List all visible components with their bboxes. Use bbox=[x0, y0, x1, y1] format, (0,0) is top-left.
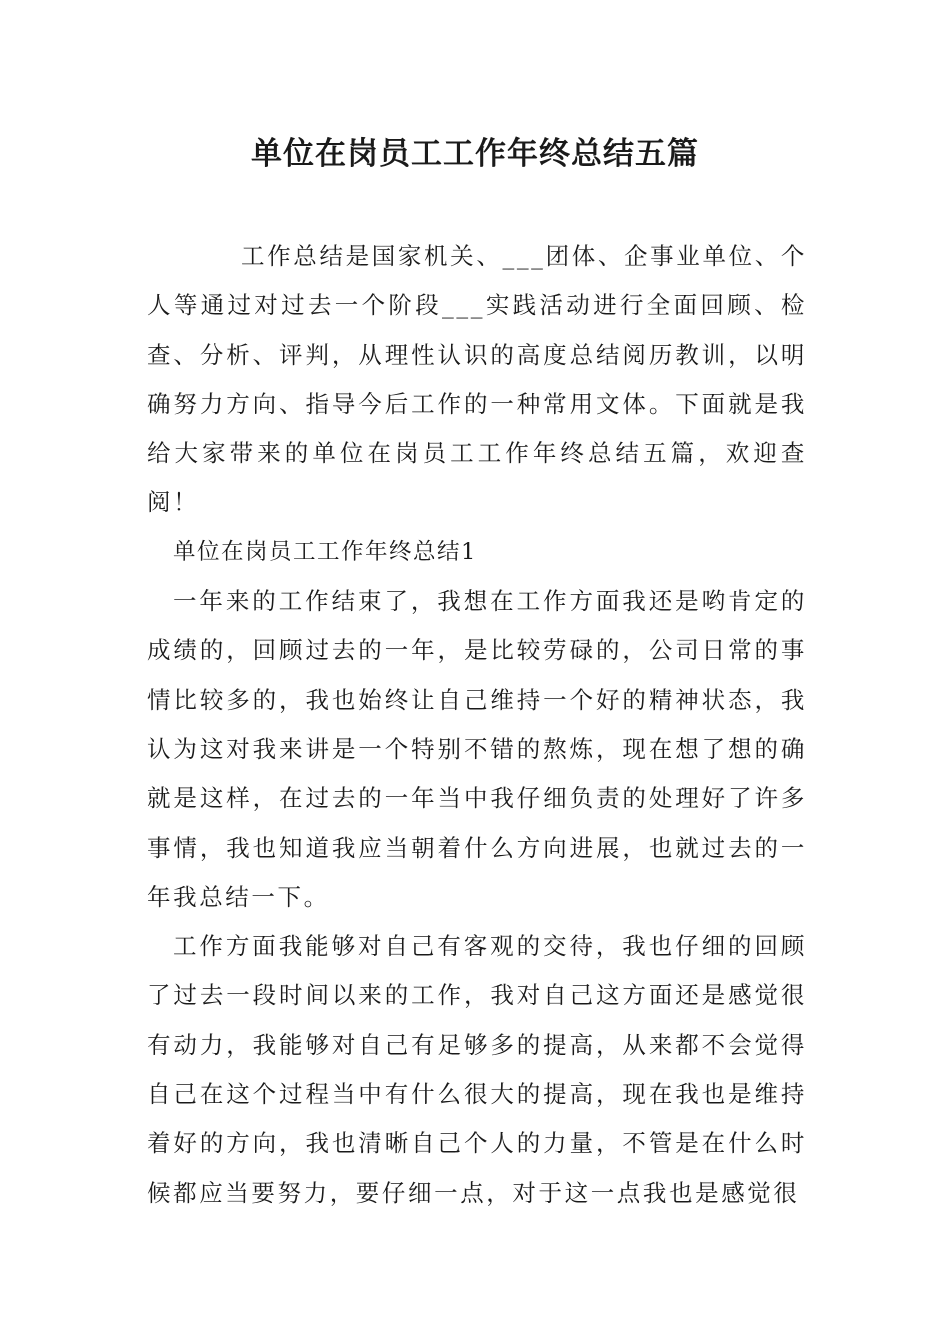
document-title: 单位在岗员工工作年终总结五篇 bbox=[251, 136, 699, 172]
intro-paragraph: 工作总结是国家机关、___团体、企事业单位、个人等通过对过去一个阶段___实践活动进行全面回顾、检查、分析、评判，从理性认识的高度总结阅历教训，以明确努力方向、指导今后工作的一种常用文体。下面就是我给大家带来的单位在岗员工工作年终总结五篇，欢迎查阅！ bbox=[147, 242, 807, 517]
body-paragraph: 一年来的工作结束了，我想在工作方面我还是哟肯定的成绩的，回顾过去的一年，是比较劳碌的，公司日常的事情比较多的，我也始终让自己维持一个好的精神状态，我认为这对我来讲是一个特别不错的熬炼，现在想了想的确就是这样，在过去的一年当中我仔细负责的处理好了许多事情，我也知道我应当朝着什么方向进展，也就过去的一年我总结一下。 bbox=[147, 587, 807, 911]
section-heading: 单位在岗员工工作年终总结1 bbox=[173, 538, 477, 565]
document-body bbox=[147, 232, 807, 1218]
body-paragraph: 工作方面我能够对自己有客观的交待，我也仔细的回顾了过去一段时间以来的工作，我对自己这方面还是感觉很有动力，我能够对自己有足够多的提高，从来都不会觉得自己在这个过程当中有什么很大的提高，现在我也是维持着好的方向，我也清晰自己个人的力量，不管是在什么时候都应当要努力，要仔细一点，对于这一点我也是感觉很 bbox=[147, 932, 807, 1207]
